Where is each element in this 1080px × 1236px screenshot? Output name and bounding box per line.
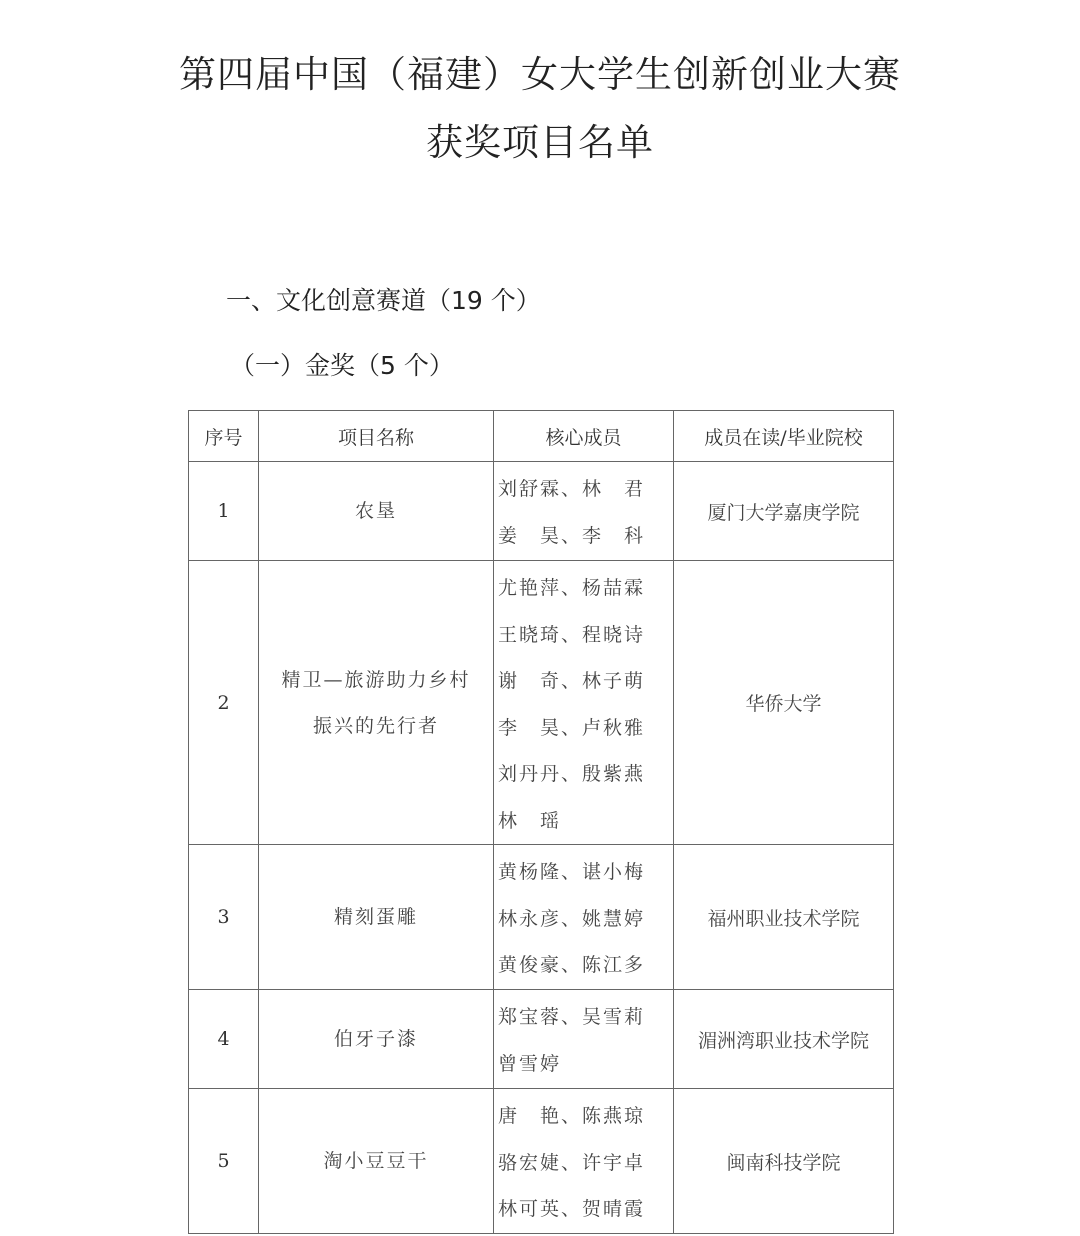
member-line: 曾雪婷	[498, 1052, 562, 1075]
row-number: 5	[189, 1089, 259, 1234]
member-line: 黄俊豪、陈江多	[498, 954, 646, 976]
project-name	[259, 990, 494, 1089]
member-line: 尤艳萍、杨喆霖	[498, 577, 646, 599]
member-line: 骆宏婕、许宇卓	[498, 1151, 646, 1174]
member-line: 唐 艳、陈燕琼	[498, 1105, 646, 1127]
document-title-line2: 获奖项目名单	[426, 121, 654, 164]
member-line: 林可英、贺晴霞	[498, 1198, 646, 1220]
core-members	[494, 462, 674, 561]
member-line: 林 瑶	[498, 809, 562, 832]
project-name	[259, 845, 494, 990]
core-members	[494, 990, 674, 1089]
section-heading: 一、文化创意赛道（19 个）	[226, 286, 541, 315]
core-members	[494, 561, 674, 845]
header-project-name: 项目名称	[259, 411, 494, 462]
school: 闽南科技学院	[674, 1089, 894, 1234]
project-name-line: 精刻蛋雕	[333, 906, 418, 928]
member-line: 姜 昊、李 科	[498, 524, 646, 547]
member-line: 谢 奇、林子萌	[498, 670, 646, 692]
project-name-line: 伯牙子漆	[333, 1028, 418, 1050]
core-members	[494, 845, 674, 990]
project-name-line: 精卫—旅游助力乡村	[281, 668, 471, 691]
table-row	[189, 990, 894, 1089]
school: 湄洲湾职业技术学院	[674, 990, 894, 1089]
member-line: 李 昊、卢秋雅	[498, 716, 646, 739]
row-number: 3	[189, 845, 259, 990]
table-row	[189, 462, 894, 561]
header-school: 成员在读/毕业院校	[674, 411, 894, 462]
project-name	[259, 1089, 494, 1234]
member-line: 林永彦、姚慧婷	[498, 907, 646, 930]
project-name	[259, 561, 494, 845]
member-line: 刘丹丹、殷紫燕	[498, 763, 646, 785]
school: 福州职业技术学院	[674, 845, 894, 990]
header-core-members: 核心成员	[494, 411, 674, 462]
project-name-line: 农垦	[354, 500, 397, 522]
table-row	[189, 845, 894, 990]
school: 厦门大学嘉庚学院	[674, 462, 894, 561]
header-number: 序号	[189, 411, 259, 462]
project-name-line: 振兴的先行者	[312, 714, 439, 737]
school: 华侨大学	[674, 561, 894, 845]
row-number: 1	[189, 462, 259, 561]
award-table	[188, 410, 894, 1234]
project-name-line: 淘小豆豆干	[323, 1150, 429, 1172]
table-header-row	[189, 411, 894, 462]
row-number: 2	[189, 561, 259, 845]
row-number: 4	[189, 990, 259, 1089]
document-title-line1: 第四届中国（福建）女大学生创新创业大赛	[179, 53, 901, 96]
table-row	[189, 1089, 894, 1234]
member-line: 黄杨隆、谌小梅	[498, 861, 646, 883]
project-name	[259, 462, 494, 561]
table-row	[189, 561, 894, 845]
subsection-heading: （一）金奖（5 个）	[230, 351, 454, 380]
member-line: 郑宝蓉、吴雪莉	[498, 1006, 646, 1028]
member-line: 刘舒霖、林 君	[498, 478, 646, 500]
member-line: 王晓琦、程晓诗	[498, 623, 646, 646]
core-members	[494, 1089, 674, 1234]
